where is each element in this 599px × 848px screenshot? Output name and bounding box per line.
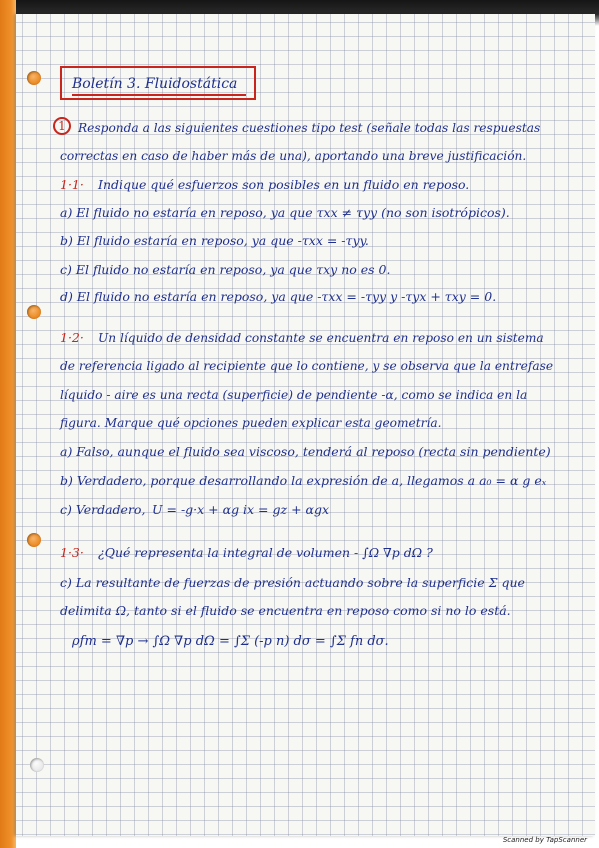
intro-line-1: Responda a las siguientes cuestiones tipo test (señale todas las respuestas — [78, 121, 541, 135]
q12-option-a: a) Falso, aunque el fluido sea viscoso, tenderá al reposo (recta sin pendiente) — [60, 444, 551, 459]
punch-hole-icon — [30, 758, 44, 772]
q11-text: Indique qué esfuerzos son posibles en un fluido en reposo. — [98, 177, 470, 192]
q13-label: 1·3· — [60, 545, 84, 560]
q12-option-b: b) Verdadero, porque desarrollando la expresión de a, llegamos a a₀ = α g eₓ — [60, 473, 547, 488]
q12-label: 1·2· — [60, 330, 84, 345]
q13-option-c-line-2: delimita Ω, tanto si el fluido se encuentra en reposo como si no lo está. — [60, 603, 511, 618]
q11-label: 1·1· — [60, 177, 84, 192]
q13-option-c-line-1: c) La resultante de fuerzas de presión actuando sobre la superficie Σ que — [60, 575, 525, 590]
scanner-credit: Scanned by TapScanner — [502, 836, 587, 844]
title-underline — [72, 94, 246, 96]
q12-line-1: Un líquido de densidad constante se encuentra en reposo en un sistema — [98, 331, 544, 345]
q12-option-c-formula: U = -g·x + αg ix = gz + αgx — [152, 502, 330, 517]
q11-option-d: d) El fluido no estaría en reposo, ya que -τxx = -τyy y -τyx + τxy = 0. — [60, 289, 497, 304]
binder-strip — [0, 0, 16, 848]
punch-hole-icon — [27, 71, 41, 85]
q13-formula: ρfm = ∇p → ∫Ω ∇p dΩ = ∫Σ (-p n) dσ = ∫Σ fn dσ. — [72, 634, 389, 649]
punch-hole-icon — [27, 305, 41, 319]
q13-text: ¿Qué representa la integral de volumen - ∫Ω ∇p dΩ ? — [98, 545, 433, 560]
q12-line-2: de referencia ligado al recipiente que lo contiene, y se observa que la entrefase — [60, 359, 554, 373]
q11-option-a: a) El fluido no estaría en reposo, ya que τxx ≠ τyy (no son isotrópicos). — [60, 205, 510, 220]
q12-option-c-label: c) Verdadero, — [60, 502, 146, 517]
intro-line-2: correctas en caso de haber más de una), aportando una breve justificación. — [60, 149, 527, 163]
page-title: Boletín 3. Fluidostática — [72, 76, 238, 92]
q12-line-3: líquido - aire es una recta (superficie) de pendiente -α, como se indica en la — [60, 388, 528, 402]
punch-hole-icon — [27, 533, 41, 547]
q12-line-4: figura. Marque qué opciones pueden explicar esta geometría. — [60, 416, 442, 430]
question-number: 1 — [53, 117, 71, 135]
q11-option-c: c) El fluido no estaría en reposo, ya que τxy no es 0. — [60, 262, 391, 277]
q11-option-b: b) El fluido estaría en reposo, ya que -τxx = -τyy. — [60, 233, 369, 248]
